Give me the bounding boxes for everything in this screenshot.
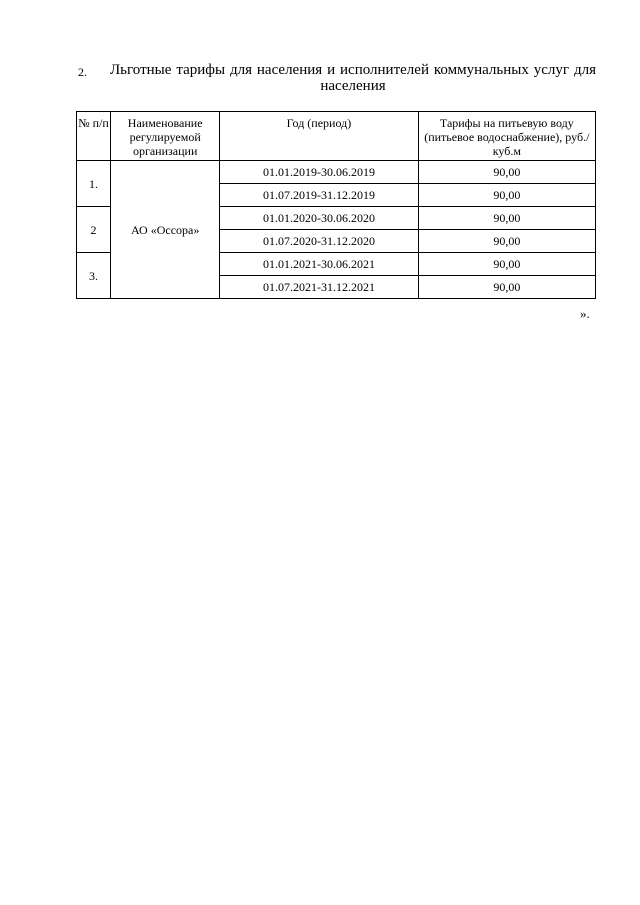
tariff-table	[76, 111, 596, 299]
header-num: № п/п	[77, 112, 111, 161]
tariff-cell: 90,00	[418, 184, 595, 207]
closing-quote-mark: ».	[580, 306, 590, 321]
tariff-cell: 90,00	[418, 276, 595, 299]
header-organization: Наименование регулируемой организации	[111, 112, 220, 161]
period-cell: 01.01.2019-30.06.2019	[220, 161, 418, 184]
header-tariff: Тарифы на питьевую воду (питьевое водоснабжение), руб./куб.м	[418, 112, 595, 161]
row-number: 3.	[77, 253, 111, 299]
period-cell: 01.01.2021-30.06.2021	[220, 253, 418, 276]
row-number: 1.	[77, 161, 111, 207]
period-cell: 01.07.2019-31.12.2019	[220, 184, 418, 207]
table-row	[77, 161, 596, 184]
period-cell: 01.01.2020-30.06.2020	[220, 207, 418, 230]
tariff-cell: 90,00	[418, 230, 595, 253]
tariff-cell: 90,00	[418, 161, 595, 184]
header-period: Год (период)	[220, 112, 418, 161]
tariff-cell: 90,00	[418, 207, 595, 230]
row-number: 2	[77, 207, 111, 253]
period-cell: 01.07.2021-31.12.2021	[220, 276, 418, 299]
section-title	[110, 62, 596, 94]
table-header-row	[77, 112, 596, 161]
tariff-cell: 90,00	[418, 253, 595, 276]
section-number: 2.	[78, 65, 87, 79]
section-title-line-1: Льготные тарифы для населения и исполнителей коммунальных услуг для	[110, 62, 596, 78]
section-title-line-2: населения	[320, 78, 386, 94]
period-cell: 01.07.2020-31.12.2020	[220, 230, 418, 253]
organization-name: АО «Оссора»	[111, 161, 220, 299]
